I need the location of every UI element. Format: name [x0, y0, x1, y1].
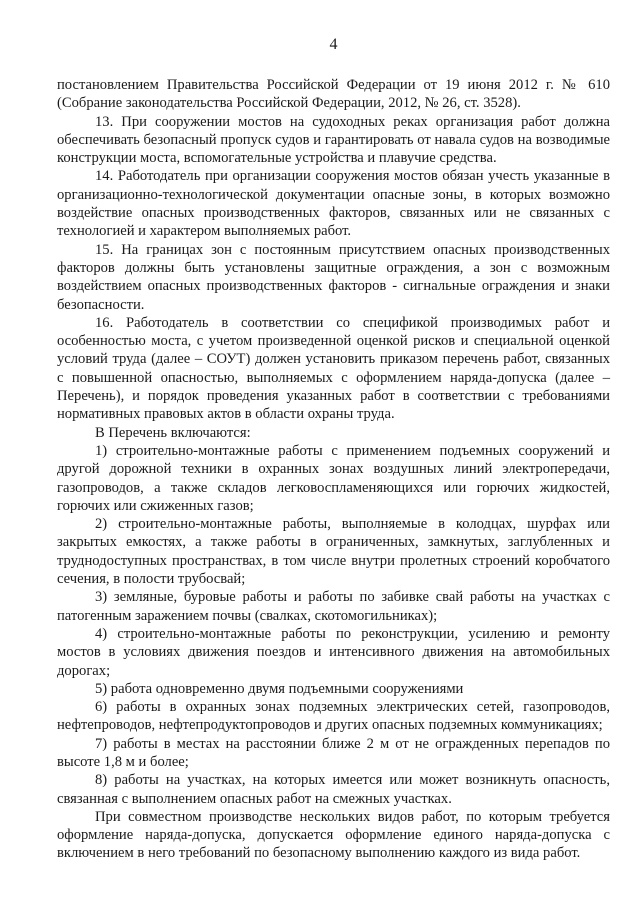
list-item-3: 3) земляные, буровые работы и работы по забивке свай работы на участках с патогенным заражением почвы (свалках, скотомогильниках);: [57, 589, 610, 624]
list-item-4: 4) строительно-монтажные работы по реконструкции, усилению и ремонту мостов в условиях движения поездов и интенсивного движения на автомобильных дорогах;: [57, 625, 610, 679]
document-body: [57, 76, 610, 863]
page-number: 4: [329, 36, 338, 53]
list-item-7: 7) работы в местах на расстоянии ближе 2 м от не огражденных перепадов по высоте 1,8 м и более;: [57, 735, 610, 770]
paragraph-14: 14. Работодатель при организации сооружения мостов обязан учесть указанные в организационно-технологической документации опасные зоны, в которых возможно воздействие опасных производственных факторов, связанных или не связанных с технологией и характером выполняемых работ.: [57, 168, 610, 240]
list-item-6: 6) работы в охранных зонах подземных электрических сетей, газопроводов, нефтепроводов, нефтепродуктопроводов и других опасных подземных коммуникациях;: [57, 699, 610, 734]
paragraph-15: 15. На границах зон с постоянным присутствием опасных производственных факторов должны быть установлены защитные ограждения, а зон с возможным воздействием опасных производственных факторов - сигнальные ограждения и знаки безопасности.: [57, 241, 610, 313]
paragraph-13: 13. При сооружении мостов на судоходных реках организация работ должна обеспечивать безопасный пропуск судов и гарантировать от навала судов на возводимые конструкции моста, вспомогательные устройства и плавучие средства.: [57, 113, 610, 167]
list-item-8: 8) работы на участках, на которых имеется или может возникнуть опасность, связанная с выполнением опасных работ на смежных участках.: [57, 772, 610, 807]
list-intro: В Перечень включаются:: [95, 424, 251, 441]
list-item-1: 1) строительно-монтажные работы с применением подъемных сооружений и другой дорожной техники в охранных зонах воздушных линий электропередачи, газопроводов, а также складов легковоспламеняющихся или горючих жидкостей, горючих или сжиженных газов;: [57, 442, 610, 514]
list-item-5: 5) работа одновременно двумя подъемными сооружениями: [95, 680, 464, 697]
list-item-2: 2) строительно-монтажные работы, выполняемые в колодцах, шурфах или закрытых емкостях, а также работы в ограниченных, замкнутых, заглубленных и труднодоступных пространствах, в том числе внутри пролетных строений коробчатого сечения, в полости трубосвай;: [57, 516, 610, 588]
closing-paragraph: При совместном производстве нескольких видов работ, по которым требуется оформление наряда-допуска, допускается оформление единого наряда-допуска с включением в него требований по безопасному выполнению каждого из вида работ.: [57, 808, 610, 862]
paragraph-continuation: постановлением Правительства Российской Федерации от 19 июня 2012 г. № 610 (Собрание законодательства Российской Федерации, 2012, № 26, ст. 3528).: [57, 77, 610, 112]
paragraph-16: 16. Работодатель в соответствии со спецификой производимых работ и особенностью моста, с учетом произведенной оценкой рисков и специальной оценкой условий труда (далее – СОУТ) должен установить приказом перечень работ, связанных с повышенной опасностью, выполняемых с оформлением наряда-допуска (далее – Перечень), и порядок проведения указанных работ в соответствии с требованиями нормативных правовых актов в области охраны труда.: [57, 314, 610, 423]
